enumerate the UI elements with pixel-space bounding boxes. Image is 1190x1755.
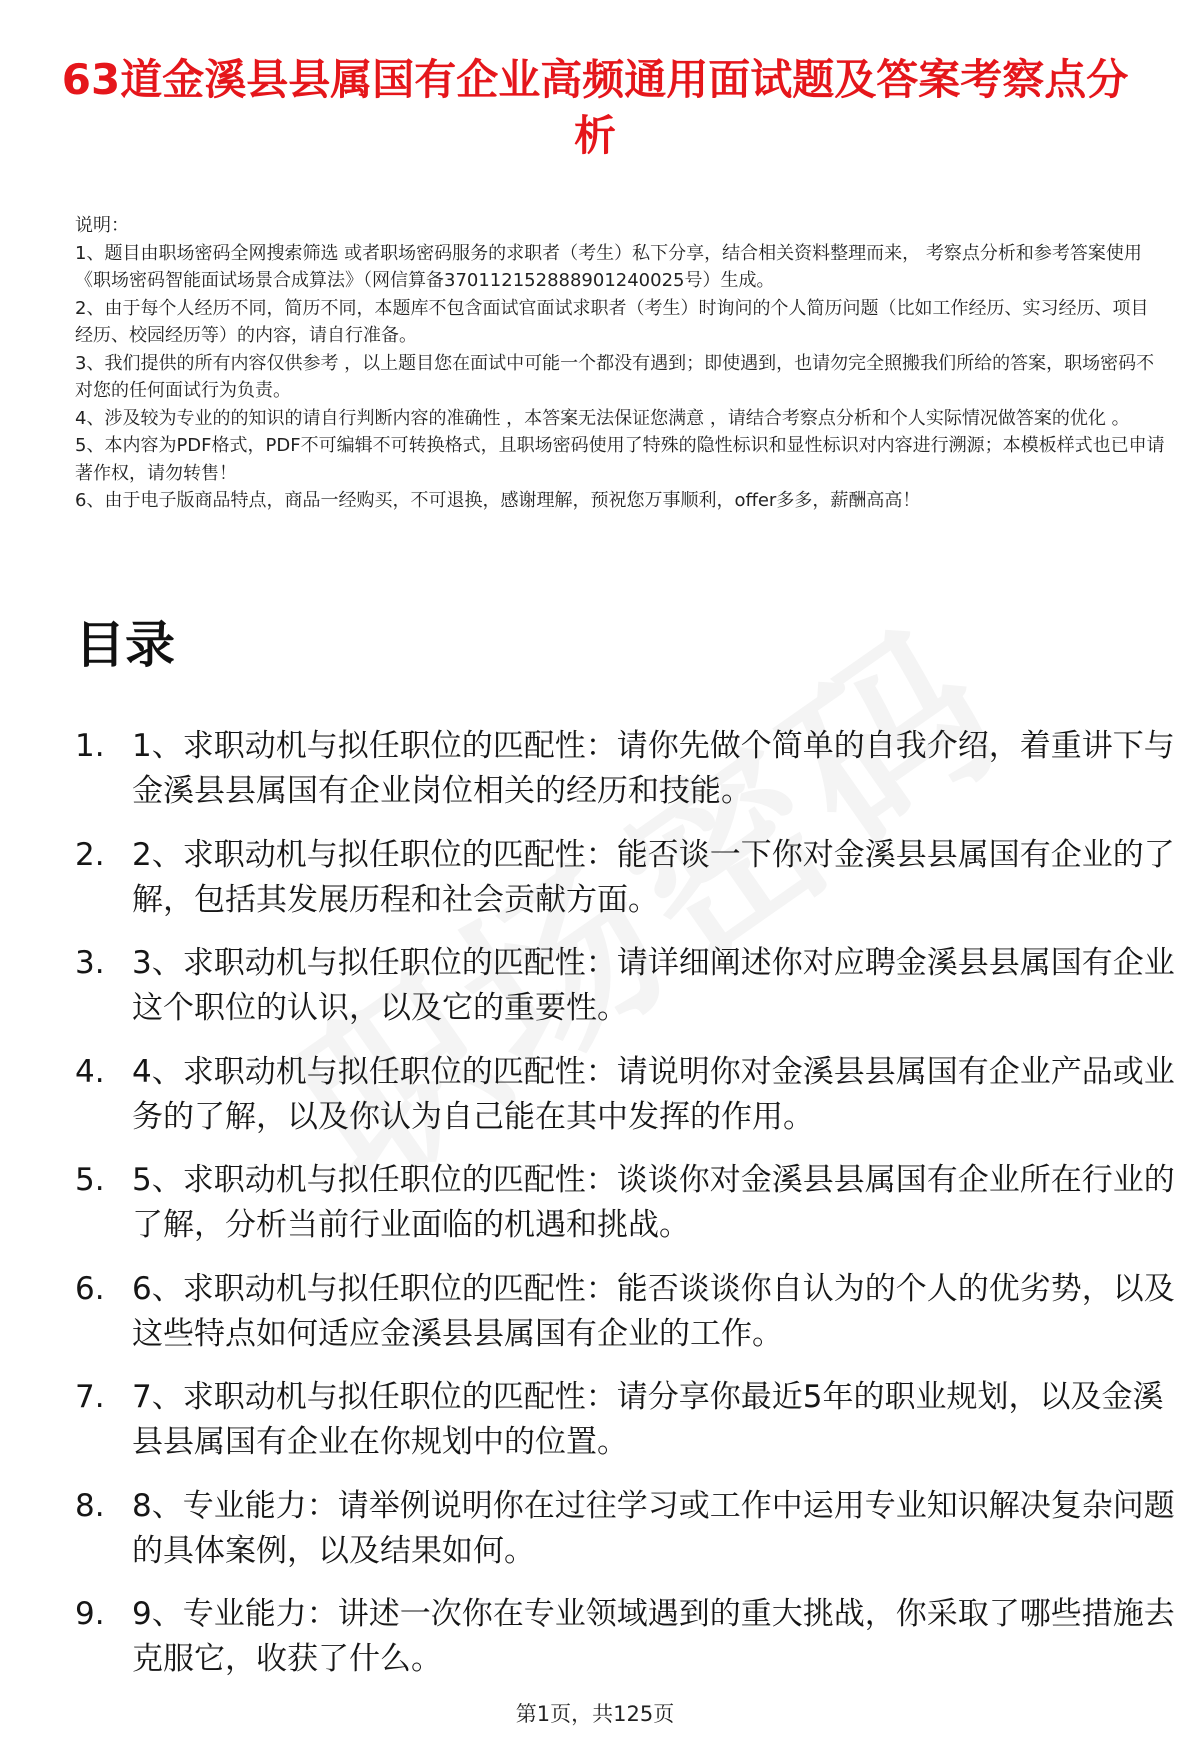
toc-item-text: 9、专业能力：讲述一次你在专业领域遇到的重大挑战，你采取了哪些措施去克服它，收获了什么。 bbox=[132, 1596, 1175, 1677]
note-item: 4、涉及较为专业的的知识的请自行判断内容的准确性 ，本答案无法保证您满意 ，请结合考察点分析和个人实际情况做答案的优化 。 bbox=[75, 407, 1130, 429]
note-item: 2、由于每个人经历不同，简历不同，本题库不包含面试官面试求职者（考生）时询问的个人简历问题（比如工作经历、实习经历、项目经历、校园经历等）的内容，请自行准备。 bbox=[75, 297, 1149, 346]
toc-item-number: 2. bbox=[75, 836, 105, 873]
note-item: 6、由于电子版商品特点，商品一经购买，不可退换，感谢理解，预祝您万事顺利，offer多多，薪酬高高！ bbox=[75, 490, 921, 511]
toc-item-text: 1、求职动机与拟任职位的匹配性：请你先做个简单的自我介绍，着重讲下与金溪县县属国有企业岗位相关的经历和技能。 bbox=[132, 728, 1175, 809]
toc-item[interactable] bbox=[75, 941, 1175, 1031]
toc-item-number: 1. bbox=[75, 728, 105, 764]
page-footer: 第1页，共125页 bbox=[515, 1702, 675, 1726]
toc-item-number: 6. bbox=[75, 1270, 105, 1307]
toc-heading: 目录 bbox=[75, 616, 175, 674]
toc-item-text: 4、求职动机与拟任职位的匹配性：请说明你对金溪县县属国有企业产品或业务的了解，以及你认为自己能在其中发挥的作用。 bbox=[132, 1053, 1175, 1135]
toc-item-text: 2、求职动机与拟任职位的匹配性：能否谈一下你对金溪县县属国有企业的了解，包括其发展历程和社会贡献方面。 bbox=[132, 836, 1175, 918]
notes-section bbox=[75, 212, 1165, 515]
toc-item[interactable] bbox=[75, 1158, 1175, 1248]
toc-item-number: 3. bbox=[75, 945, 105, 981]
toc-item-number: 9. bbox=[75, 1596, 105, 1632]
notes-heading: 说明： bbox=[75, 215, 129, 236]
toc-item-text: 8、专业能力：请举例说明你在过往学习或工作中运用专业知识解决复杂问题的具体案例，以及结果如何。 bbox=[132, 1487, 1175, 1569]
toc-item[interactable] bbox=[75, 1484, 1175, 1574]
toc-item-number: 8. bbox=[75, 1487, 105, 1524]
toc-item-text: 3、求职动机与拟任职位的匹配性：请详细阐述你对应聘金溪县县属国有企业这个职位的认识，以及它的重要性。 bbox=[132, 945, 1175, 1026]
toc-item-number: 4. bbox=[75, 1053, 105, 1090]
note-item: 3、我们提供的所有内容仅供参考 ，以上题目您在面试中可能一个都没有遇到；即使遇到，也请勿完全照搬我们所给的答案，职场密码不对您的任何面试行为负责。 bbox=[75, 352, 1155, 401]
document-title: 63道金溪县县属国有企业高频通用面试题及答案考察点分析 bbox=[61, 55, 1129, 160]
toc-item[interactable] bbox=[75, 1267, 1175, 1357]
toc-item[interactable] bbox=[75, 1375, 1175, 1465]
note-item: 1、题目由职场密码全网搜索筛选 或者职场密码服务的求职者（考生）私下分享，结合相关资料整理而来， 考察点分析和参考答案使用《职场密码智能面试场景合成算法》（网信算备370112152888901240025号）生成。 bbox=[75, 242, 1142, 291]
toc-item[interactable] bbox=[75, 1592, 1175, 1682]
note-item: 5、本内容为PDF格式，PDF不可编辑不可转换格式，且职场密码使用了特殊的隐性标识和显性标识对内容进行溯源；本模板样式也已申请著作权，请勿转售！ bbox=[75, 435, 1165, 484]
table-of-contents bbox=[75, 724, 1175, 1701]
toc-item-text: 5、求职动机与拟任职位的匹配性：谈谈你对金溪县县属国有企业所在行业的了解，分析当前行业面临的机遇和挑战。 bbox=[132, 1162, 1175, 1243]
toc-item[interactable] bbox=[75, 1050, 1175, 1140]
toc-item[interactable] bbox=[75, 833, 1175, 923]
toc-item-number: 5. bbox=[75, 1162, 105, 1198]
toc-item-text: 6、求职动机与拟任职位的匹配性：能否谈谈你自认为的个人的优劣势，以及这些特点如何适应金溪县县属国有企业的工作。 bbox=[132, 1270, 1175, 1352]
toc-item[interactable] bbox=[75, 724, 1175, 814]
toc-item-text: 7、求职动机与拟任职位的匹配性：请分享你最近5年的职业规划，以及金溪县县属国有企业在你规划中的位置。 bbox=[132, 1379, 1164, 1460]
toc-item-number: 7. bbox=[75, 1379, 105, 1415]
